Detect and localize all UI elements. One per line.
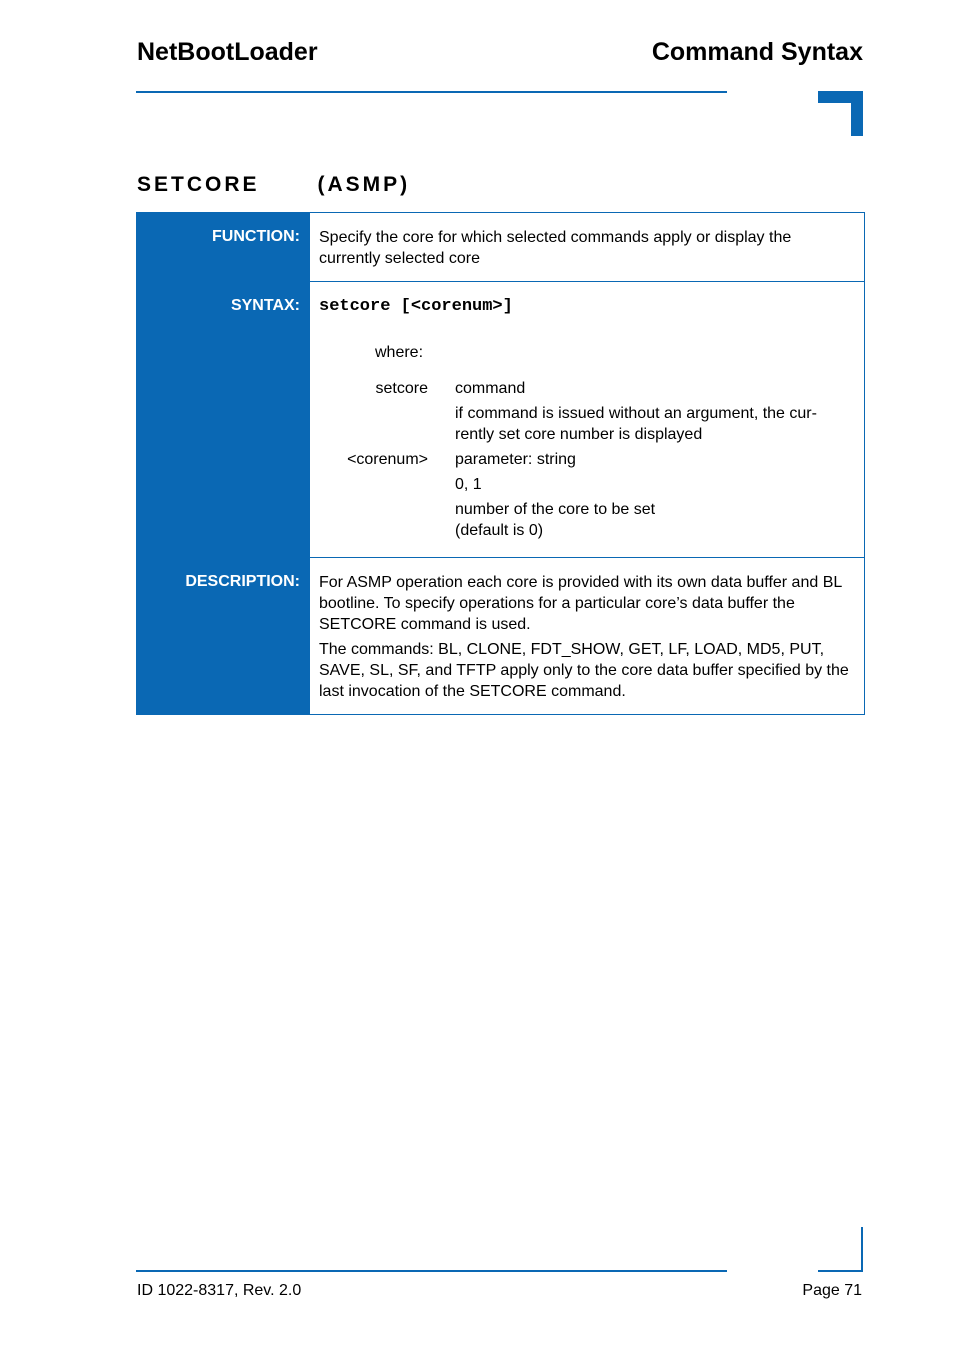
parameter-list	[319, 378, 854, 545]
syntax-label: SYNTAX:	[137, 282, 310, 557]
syntax-row	[137, 281, 864, 557]
param-term: <corenum>	[347, 451, 428, 468]
corner-bracket-top	[818, 91, 863, 136]
where-label: where:	[375, 344, 424, 361]
running-header-section: Command Syntax	[651, 38, 863, 66]
description-row	[137, 557, 864, 714]
function-row	[137, 213, 864, 281]
function-text: Specify the core for which selected commands apply or display the currently selected core	[319, 229, 792, 267]
page-number: Page 71	[802, 1282, 862, 1299]
syntax-cell	[310, 282, 864, 557]
footer-rule	[136, 1270, 727, 1272]
description-paragraph: For ASMP operation each core is provided with its own data buffer and BL bootline. To specify operations for a particular core’s data buffer the SETCORE command is used.	[319, 574, 842, 633]
command-table	[136, 212, 865, 715]
function-label: FUNCTION:	[137, 213, 310, 281]
param-corenum	[319, 449, 854, 545]
param-setcore	[319, 378, 854, 449]
section-heading	[137, 173, 410, 197]
description-cell	[310, 558, 864, 714]
param-desc: command	[455, 380, 526, 397]
description-label: DESCRIPTION:	[137, 558, 310, 714]
command-name: SETCORE	[137, 173, 260, 196]
command-mode: (ASMP)	[317, 173, 411, 196]
param-desc: 0, 1	[455, 476, 482, 493]
syntax-command: setcore [<corenum>]	[319, 297, 513, 316]
corner-bracket-bottom	[818, 1227, 863, 1272]
param-desc: parameter: string	[455, 451, 576, 468]
running-header-title: NetBootLoader	[137, 38, 318, 66]
param-desc: if command is issued without an argument, the cur-rently set core number is displayed	[455, 405, 817, 443]
description-paragraph: The commands: BL, CLONE, FDT_SHOW, GET, LF, LOAD, MD5, PUT, SAVE, SL, SF, and TFTP apply only to the core data buffer specified by the last invocation of the SETCORE command.	[319, 641, 849, 700]
param-term: setcore	[375, 380, 428, 397]
param-desc: number of the core to be set (default is 0)	[455, 501, 656, 539]
header-rule	[136, 91, 727, 93]
document-id: ID 1022-8317, Rev. 2.0	[137, 1282, 302, 1299]
